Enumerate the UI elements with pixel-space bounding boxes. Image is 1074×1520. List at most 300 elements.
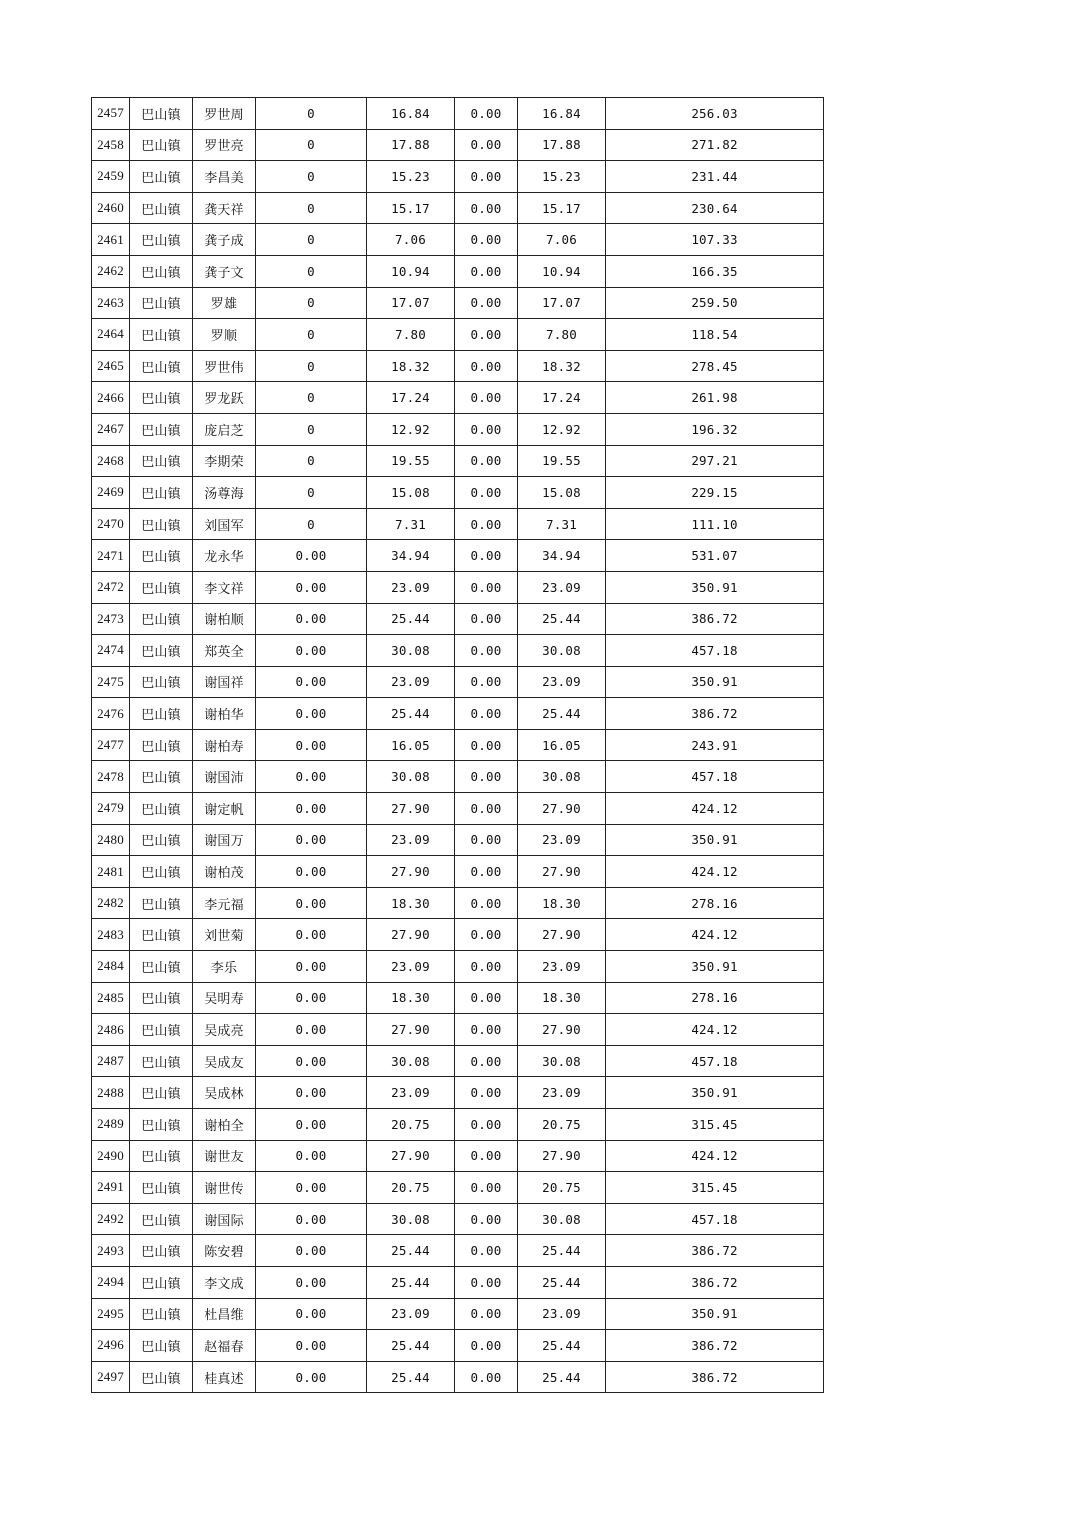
- cell-id: 2484: [92, 951, 130, 983]
- cell-col-1: 0.00: [256, 635, 367, 667]
- table-row: [92, 1045, 824, 1077]
- cell-col-4: 19.55: [518, 445, 606, 477]
- cell-col-1: 0: [256, 445, 367, 477]
- cell-col-3: 0.00: [455, 540, 518, 572]
- cell-col-2: 30.08: [367, 761, 455, 793]
- cell-town: 巴山镇: [130, 445, 193, 477]
- cell-town: 巴山镇: [130, 603, 193, 635]
- cell-col-5: 261.98: [606, 382, 824, 414]
- cell-col-1: 0.00: [256, 1266, 367, 1298]
- table-row: [92, 350, 824, 382]
- cell-col-5: 386.72: [606, 1266, 824, 1298]
- cell-col-5: 196.32: [606, 413, 824, 445]
- cell-name: 李文祥: [193, 571, 256, 603]
- cell-id: 2476: [92, 698, 130, 730]
- cell-col-3: 0.00: [455, 666, 518, 698]
- cell-col-4: 15.08: [518, 477, 606, 509]
- cell-col-3: 0.00: [455, 887, 518, 919]
- cell-col-2: 27.90: [367, 919, 455, 951]
- table-row: [92, 98, 824, 130]
- cell-id: 2493: [92, 1235, 130, 1267]
- cell-id: 2492: [92, 1203, 130, 1235]
- cell-id: 2473: [92, 603, 130, 635]
- cell-col-3: 0.00: [455, 1172, 518, 1204]
- cell-name: 吴明寿: [193, 982, 256, 1014]
- cell-col-1: 0: [256, 161, 367, 193]
- cell-col-1: 0.00: [256, 1203, 367, 1235]
- cell-id: 2463: [92, 287, 130, 319]
- cell-name: 谢世友: [193, 1140, 256, 1172]
- cell-col-3: 0.00: [455, 129, 518, 161]
- cell-town: 巴山镇: [130, 129, 193, 161]
- cell-col-5: 259.50: [606, 287, 824, 319]
- table-row: [92, 540, 824, 572]
- cell-col-4: 16.84: [518, 98, 606, 130]
- cell-col-2: 23.09: [367, 951, 455, 983]
- cell-id: 2465: [92, 350, 130, 382]
- table-row: [92, 255, 824, 287]
- cell-col-3: 0.00: [455, 951, 518, 983]
- cell-col-4: 27.90: [518, 1140, 606, 1172]
- cell-col-3: 0.00: [455, 445, 518, 477]
- table-row: [92, 1266, 824, 1298]
- table-row: [92, 571, 824, 603]
- cell-id: 2491: [92, 1172, 130, 1204]
- cell-col-3: 0.00: [455, 1109, 518, 1141]
- cell-col-1: 0: [256, 224, 367, 256]
- cell-id: 2462: [92, 255, 130, 287]
- cell-col-5: 350.91: [606, 824, 824, 856]
- cell-name: 谢定帆: [193, 793, 256, 825]
- cell-col-2: 17.88: [367, 129, 455, 161]
- cell-col-2: 25.44: [367, 1361, 455, 1393]
- table-row: [92, 224, 824, 256]
- cell-col-2: 25.44: [367, 698, 455, 730]
- cell-col-3: 0.00: [455, 319, 518, 351]
- cell-id: 2460: [92, 192, 130, 224]
- cell-col-1: 0.00: [256, 1140, 367, 1172]
- cell-col-3: 0.00: [455, 761, 518, 793]
- cell-town: 巴山镇: [130, 1298, 193, 1330]
- cell-col-2: 7.31: [367, 508, 455, 540]
- cell-col-1: 0.00: [256, 761, 367, 793]
- cell-town: 巴山镇: [130, 635, 193, 667]
- cell-col-4: 18.30: [518, 887, 606, 919]
- cell-col-5: 457.18: [606, 635, 824, 667]
- cell-col-4: 25.44: [518, 603, 606, 635]
- cell-col-5: 278.45: [606, 350, 824, 382]
- cell-col-4: 7.80: [518, 319, 606, 351]
- cell-id: 2478: [92, 761, 130, 793]
- cell-col-5: 386.72: [606, 603, 824, 635]
- cell-town: 巴山镇: [130, 666, 193, 698]
- cell-col-4: 7.06: [518, 224, 606, 256]
- cell-name: 龚子成: [193, 224, 256, 256]
- cell-col-2: 10.94: [367, 255, 455, 287]
- cell-col-3: 0.00: [455, 350, 518, 382]
- cell-town: 巴山镇: [130, 982, 193, 1014]
- cell-col-3: 0.00: [455, 161, 518, 193]
- cell-col-4: 27.90: [518, 1014, 606, 1046]
- table-row: [92, 887, 824, 919]
- cell-col-3: 0.00: [455, 603, 518, 635]
- cell-col-5: 424.12: [606, 793, 824, 825]
- cell-col-1: 0.00: [256, 1361, 367, 1393]
- cell-col-5: 166.35: [606, 255, 824, 287]
- cell-id: 2479: [92, 793, 130, 825]
- cell-id: 2457: [92, 98, 130, 130]
- cell-col-2: 18.30: [367, 887, 455, 919]
- cell-col-1: 0.00: [256, 571, 367, 603]
- cell-col-2: 15.17: [367, 192, 455, 224]
- cell-col-1: 0.00: [256, 1235, 367, 1267]
- cell-town: 巴山镇: [130, 1109, 193, 1141]
- cell-id: 2482: [92, 887, 130, 919]
- cell-col-2: 23.09: [367, 666, 455, 698]
- cell-id: 2487: [92, 1045, 130, 1077]
- table-row: [92, 1077, 824, 1109]
- table-row: [92, 919, 824, 951]
- cell-town: 巴山镇: [130, 1266, 193, 1298]
- cell-name: 罗世亮: [193, 129, 256, 161]
- table-row: [92, 1298, 824, 1330]
- cell-col-2: 34.94: [367, 540, 455, 572]
- cell-id: 2458: [92, 129, 130, 161]
- cell-col-1: 0: [256, 477, 367, 509]
- cell-col-5: 107.33: [606, 224, 824, 256]
- cell-name: 罗世周: [193, 98, 256, 130]
- cell-name: 李昌美: [193, 161, 256, 193]
- cell-name: 吴成友: [193, 1045, 256, 1077]
- cell-id: 2494: [92, 1266, 130, 1298]
- cell-col-4: 30.08: [518, 635, 606, 667]
- table-row: [92, 666, 824, 698]
- cell-col-4: 27.90: [518, 919, 606, 951]
- cell-name: 谢国沛: [193, 761, 256, 793]
- cell-col-4: 23.09: [518, 666, 606, 698]
- cell-col-5: 231.44: [606, 161, 824, 193]
- cell-col-2: 27.90: [367, 856, 455, 888]
- cell-col-4: 25.44: [518, 698, 606, 730]
- cell-name: 罗雄: [193, 287, 256, 319]
- cell-id: 2486: [92, 1014, 130, 1046]
- cell-town: 巴山镇: [130, 477, 193, 509]
- cell-col-2: 30.08: [367, 1045, 455, 1077]
- cell-col-1: 0: [256, 287, 367, 319]
- table-row: [92, 1361, 824, 1393]
- cell-col-2: 20.75: [367, 1172, 455, 1204]
- cell-col-3: 0.00: [455, 729, 518, 761]
- cell-name: 谢柏茂: [193, 856, 256, 888]
- cell-town: 巴山镇: [130, 1361, 193, 1393]
- cell-id: 2480: [92, 824, 130, 856]
- table-row: [92, 508, 824, 540]
- table-row: [92, 1235, 824, 1267]
- cell-col-5: 386.72: [606, 1330, 824, 1362]
- cell-id: 2497: [92, 1361, 130, 1393]
- cell-col-5: 271.82: [606, 129, 824, 161]
- cell-col-5: 457.18: [606, 1045, 824, 1077]
- cell-col-5: 297.21: [606, 445, 824, 477]
- cell-town: 巴山镇: [130, 1203, 193, 1235]
- cell-col-3: 0.00: [455, 224, 518, 256]
- cell-col-2: 27.90: [367, 1140, 455, 1172]
- cell-town: 巴山镇: [130, 287, 193, 319]
- cell-name: 刘国军: [193, 508, 256, 540]
- cell-col-2: 23.09: [367, 824, 455, 856]
- cell-id: 2461: [92, 224, 130, 256]
- cell-col-5: 243.91: [606, 729, 824, 761]
- cell-name: 赵福春: [193, 1330, 256, 1362]
- cell-town: 巴山镇: [130, 793, 193, 825]
- cell-col-5: 111.10: [606, 508, 824, 540]
- cell-col-1: 0: [256, 413, 367, 445]
- cell-name: 李期荣: [193, 445, 256, 477]
- cell-col-3: 0.00: [455, 98, 518, 130]
- cell-col-4: 34.94: [518, 540, 606, 572]
- cell-town: 巴山镇: [130, 161, 193, 193]
- cell-col-5: 386.72: [606, 1235, 824, 1267]
- cell-col-3: 0.00: [455, 698, 518, 730]
- cell-name: 汤尊海: [193, 477, 256, 509]
- cell-name: 吴成亮: [193, 1014, 256, 1046]
- cell-id: 2466: [92, 382, 130, 414]
- cell-col-1: 0.00: [256, 666, 367, 698]
- cell-col-4: 30.08: [518, 1045, 606, 1077]
- cell-name: 罗顺: [193, 319, 256, 351]
- cell-col-3: 0.00: [455, 635, 518, 667]
- cell-col-5: 424.12: [606, 1140, 824, 1172]
- cell-name: 龚子文: [193, 255, 256, 287]
- cell-col-2: 15.08: [367, 477, 455, 509]
- cell-name: 陈安碧: [193, 1235, 256, 1267]
- cell-id: 2467: [92, 413, 130, 445]
- cell-col-5: 229.15: [606, 477, 824, 509]
- cell-col-3: 0.00: [455, 1045, 518, 1077]
- table-row: [92, 1330, 824, 1362]
- cell-col-2: 23.09: [367, 1077, 455, 1109]
- cell-name: 罗龙跃: [193, 382, 256, 414]
- cell-col-1: 0.00: [256, 887, 367, 919]
- cell-col-4: 30.08: [518, 1203, 606, 1235]
- cell-id: 2471: [92, 540, 130, 572]
- cell-name: 龚天祥: [193, 192, 256, 224]
- cell-col-5: 424.12: [606, 1014, 824, 1046]
- cell-town: 巴山镇: [130, 1045, 193, 1077]
- cell-col-1: 0.00: [256, 824, 367, 856]
- cell-town: 巴山镇: [130, 1235, 193, 1267]
- table-row: [92, 445, 824, 477]
- cell-name: 李元福: [193, 887, 256, 919]
- cell-col-3: 0.00: [455, 1330, 518, 1362]
- cell-col-3: 0.00: [455, 793, 518, 825]
- cell-col-1: 0.00: [256, 1014, 367, 1046]
- cell-name: 罗世伟: [193, 350, 256, 382]
- cell-col-2: 27.90: [367, 1014, 455, 1046]
- table-row: [92, 161, 824, 193]
- cell-name: 谢柏顺: [193, 603, 256, 635]
- cell-col-5: 350.91: [606, 1298, 824, 1330]
- table-row: [92, 1014, 824, 1046]
- cell-town: 巴山镇: [130, 192, 193, 224]
- table-row: [92, 319, 824, 351]
- cell-col-3: 0.00: [455, 413, 518, 445]
- cell-col-3: 0.00: [455, 1361, 518, 1393]
- cell-town: 巴山镇: [130, 698, 193, 730]
- cell-id: 2496: [92, 1330, 130, 1362]
- cell-col-2: 19.55: [367, 445, 455, 477]
- cell-col-2: 25.44: [367, 1330, 455, 1362]
- cell-col-4: 20.75: [518, 1109, 606, 1141]
- cell-col-4: 23.09: [518, 951, 606, 983]
- cell-name: 谢柏全: [193, 1109, 256, 1141]
- table-row: [92, 635, 824, 667]
- cell-name: 谢国祥: [193, 666, 256, 698]
- cell-name: 郑英全: [193, 635, 256, 667]
- cell-id: 2477: [92, 729, 130, 761]
- cell-col-3: 0.00: [455, 1014, 518, 1046]
- cell-col-3: 0.00: [455, 982, 518, 1014]
- table-row: [92, 982, 824, 1014]
- cell-id: 2464: [92, 319, 130, 351]
- cell-col-4: 23.09: [518, 1077, 606, 1109]
- table-row: [92, 698, 824, 730]
- cell-town: 巴山镇: [130, 319, 193, 351]
- cell-name: 谢世传: [193, 1172, 256, 1204]
- table-row: [92, 856, 824, 888]
- cell-col-3: 0.00: [455, 1266, 518, 1298]
- cell-town: 巴山镇: [130, 729, 193, 761]
- cell-name: 庞启芝: [193, 413, 256, 445]
- cell-col-3: 0.00: [455, 508, 518, 540]
- cell-col-5: 457.18: [606, 761, 824, 793]
- cell-id: 2495: [92, 1298, 130, 1330]
- cell-col-1: 0: [256, 350, 367, 382]
- cell-col-2: 12.92: [367, 413, 455, 445]
- cell-col-1: 0: [256, 508, 367, 540]
- cell-col-5: 386.72: [606, 698, 824, 730]
- cell-name: 杜昌维: [193, 1298, 256, 1330]
- table-row: [92, 192, 824, 224]
- cell-col-4: 23.09: [518, 571, 606, 603]
- cell-col-2: 23.09: [367, 1298, 455, 1330]
- cell-col-1: 0.00: [256, 919, 367, 951]
- cell-col-1: 0.00: [256, 951, 367, 983]
- cell-col-2: 17.24: [367, 382, 455, 414]
- cell-town: 巴山镇: [130, 1014, 193, 1046]
- cell-col-5: 315.45: [606, 1172, 824, 1204]
- cell-id: 2489: [92, 1109, 130, 1141]
- cell-col-2: 7.80: [367, 319, 455, 351]
- cell-town: 巴山镇: [130, 98, 193, 130]
- cell-col-5: 350.91: [606, 571, 824, 603]
- cell-col-1: 0: [256, 192, 367, 224]
- cell-col-1: 0.00: [256, 793, 367, 825]
- cell-col-2: 17.07: [367, 287, 455, 319]
- cell-name: 谢国万: [193, 824, 256, 856]
- cell-col-4: 20.75: [518, 1172, 606, 1204]
- cell-col-5: 278.16: [606, 982, 824, 1014]
- cell-town: 巴山镇: [130, 856, 193, 888]
- cell-col-2: 30.08: [367, 1203, 455, 1235]
- cell-col-3: 0.00: [455, 1077, 518, 1109]
- cell-col-1: 0.00: [256, 1330, 367, 1362]
- cell-col-4: 12.92: [518, 413, 606, 445]
- cell-col-4: 18.30: [518, 982, 606, 1014]
- cell-col-5: 386.72: [606, 1361, 824, 1393]
- cell-col-2: 25.44: [367, 1235, 455, 1267]
- cell-col-2: 16.05: [367, 729, 455, 761]
- table-row: [92, 382, 824, 414]
- cell-col-4: 15.17: [518, 192, 606, 224]
- cell-col-4: 23.09: [518, 1298, 606, 1330]
- table-row: [92, 1140, 824, 1172]
- cell-col-2: 25.44: [367, 603, 455, 635]
- cell-col-3: 0.00: [455, 571, 518, 603]
- cell-col-3: 0.00: [455, 1203, 518, 1235]
- cell-col-5: 278.16: [606, 887, 824, 919]
- cell-col-3: 0.00: [455, 1298, 518, 1330]
- cell-id: 2483: [92, 919, 130, 951]
- cell-col-3: 0.00: [455, 824, 518, 856]
- cell-name: 刘世菊: [193, 919, 256, 951]
- cell-name: 谢国际: [193, 1203, 256, 1235]
- cell-town: 巴山镇: [130, 919, 193, 951]
- cell-id: 2481: [92, 856, 130, 888]
- cell-id: 2468: [92, 445, 130, 477]
- cell-town: 巴山镇: [130, 224, 193, 256]
- cell-col-1: 0.00: [256, 856, 367, 888]
- table-body: [92, 98, 824, 1393]
- cell-name: 李文成: [193, 1266, 256, 1298]
- cell-col-1: 0.00: [256, 1172, 367, 1204]
- cell-town: 巴山镇: [130, 255, 193, 287]
- cell-col-1: 0: [256, 255, 367, 287]
- cell-name: 谢柏寿: [193, 729, 256, 761]
- cell-col-4: 25.44: [518, 1235, 606, 1267]
- cell-col-2: 27.90: [367, 793, 455, 825]
- cell-town: 巴山镇: [130, 350, 193, 382]
- cell-town: 巴山镇: [130, 540, 193, 572]
- table-row: [92, 129, 824, 161]
- cell-col-2: 15.23: [367, 161, 455, 193]
- cell-col-1: 0.00: [256, 982, 367, 1014]
- table-row: [92, 761, 824, 793]
- cell-town: 巴山镇: [130, 1330, 193, 1362]
- cell-town: 巴山镇: [130, 571, 193, 603]
- cell-col-1: 0.00: [256, 729, 367, 761]
- cell-col-3: 0.00: [455, 1140, 518, 1172]
- table-row: [92, 1203, 824, 1235]
- cell-col-5: 457.18: [606, 1203, 824, 1235]
- cell-col-4: 30.08: [518, 761, 606, 793]
- cell-col-3: 0.00: [455, 382, 518, 414]
- cell-town: 巴山镇: [130, 761, 193, 793]
- cell-town: 巴山镇: [130, 1172, 193, 1204]
- cell-col-3: 0.00: [455, 856, 518, 888]
- cell-town: 巴山镇: [130, 951, 193, 983]
- cell-name: 谢柏华: [193, 698, 256, 730]
- cell-id: 2490: [92, 1140, 130, 1172]
- cell-col-5: 350.91: [606, 1077, 824, 1109]
- cell-col-5: 424.12: [606, 856, 824, 888]
- cell-col-2: 7.06: [367, 224, 455, 256]
- cell-id: 2459: [92, 161, 130, 193]
- cell-col-2: 18.30: [367, 982, 455, 1014]
- cell-town: 巴山镇: [130, 1140, 193, 1172]
- cell-col-2: 30.08: [367, 635, 455, 667]
- cell-col-5: 118.54: [606, 319, 824, 351]
